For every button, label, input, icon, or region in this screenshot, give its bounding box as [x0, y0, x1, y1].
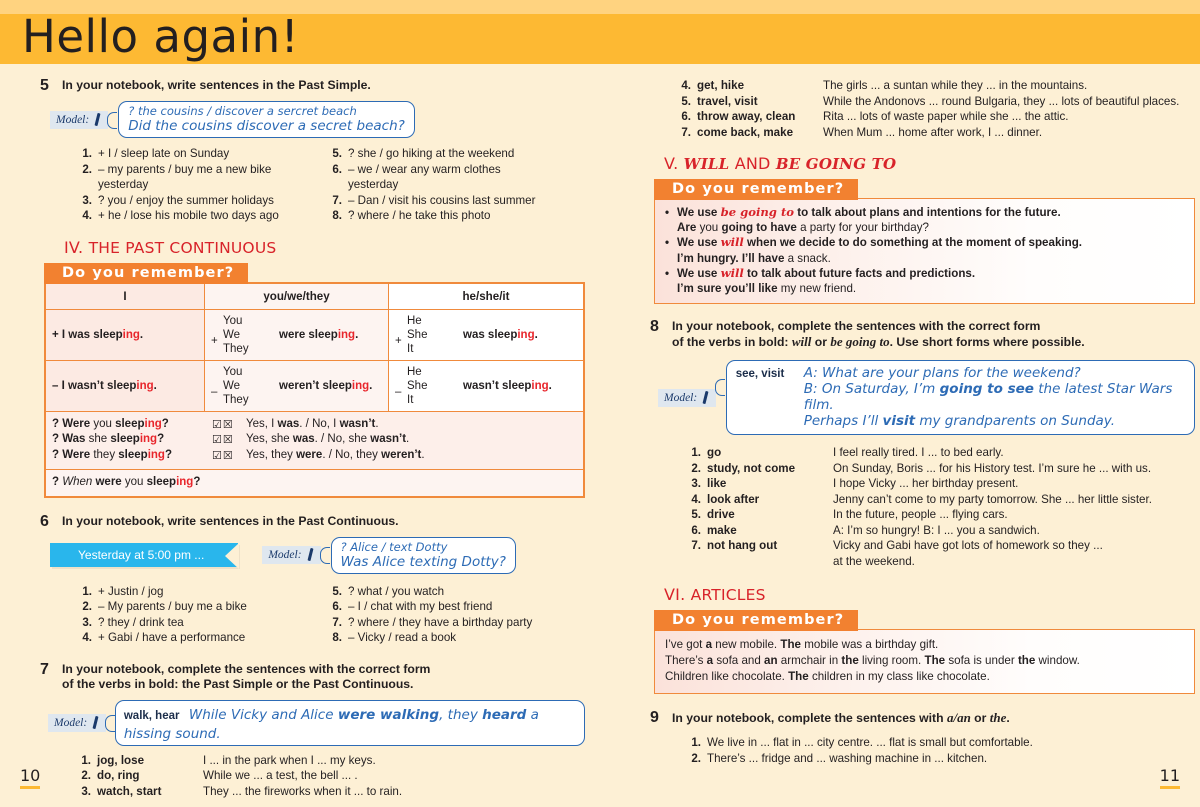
item-number: 4. [681, 79, 691, 92]
table-row [674, 94, 1195, 110]
item-number: 5. [691, 508, 701, 522]
pronoun-stack: He She It [407, 365, 428, 406]
verb-prompt: jog, lose [97, 753, 145, 767]
verb-prompt: drive [707, 508, 735, 522]
bullet-icon: • [665, 266, 670, 280]
item-number: 1. [691, 736, 701, 750]
item-number: 2. [82, 600, 92, 613]
article-line-2: There’s a sofa and an armchair in the living room. The sofa is under the window. [665, 654, 1080, 668]
table-row [684, 523, 1195, 539]
model-line-2: B: On Saturday, I’m going to see the latest Star Wars film. [803, 381, 1173, 414]
model-verbs: walk, hear [123, 709, 180, 722]
item-number: 8. [332, 631, 342, 644]
exercise-9-header [650, 710, 1195, 726]
sentence-text: When Mum ... home after work, I ... dinner. [823, 125, 1043, 139]
cell-pos-heshiteit: + He She Itwas sleeping. [389, 309, 584, 360]
list-item [324, 146, 574, 162]
list-item [74, 584, 324, 600]
rule-bullets [655, 199, 1194, 303]
item-text: + Justin / jog [98, 584, 164, 598]
form-text: weren’t sleep [279, 379, 352, 392]
model-bubble [115, 700, 585, 746]
item-number: 5. [332, 584, 342, 598]
model-line-2: Did the cousins discover a secret beach? [128, 118, 405, 134]
items-right-half [324, 584, 574, 646]
pen-icon [91, 716, 101, 730]
do-you-remember-tab: Do you remember? [654, 179, 858, 200]
page-number-value: 10 [20, 766, 41, 785]
item-number: 7. [332, 193, 342, 207]
verb-prompt: do, ring [97, 769, 140, 782]
list-item [684, 735, 1195, 751]
model-bubble [118, 101, 415, 138]
list-item [324, 615, 574, 631]
time-ribbon: Yesterday at 5:00 pm ... [50, 543, 238, 567]
page-number-left [20, 766, 40, 789]
speech-hook-icon [105, 712, 115, 734]
sign-plus: + [52, 328, 59, 341]
items-left-half [74, 584, 324, 646]
model-line-1: A: What are your plans for the weekend? [803, 365, 1081, 382]
model-text: Model: [268, 549, 302, 561]
section-title: ARTICLES [690, 586, 766, 605]
item-number: 7. [691, 539, 701, 553]
list-item [324, 193, 574, 209]
page-number-underline [20, 786, 40, 789]
item-number: 4. [82, 631, 92, 644]
when-question: ? When were you sleeping? [52, 476, 201, 488]
rule-example: I’m sure you’ll like my new friend. [677, 282, 857, 296]
section-heading-vi [664, 585, 1195, 604]
table-row-when [46, 470, 584, 497]
unit-title-bar [0, 10, 1200, 64]
section-numeral: V. [664, 154, 679, 173]
model-row-ex7 [48, 700, 585, 746]
model-text: Model: [664, 391, 698, 404]
ing-suffix: ing [337, 328, 356, 341]
model-row-ex5 [50, 101, 585, 138]
model-bubble [726, 360, 1195, 435]
checkbox-cross-icon: ☑☒ [212, 433, 234, 446]
table-row [52, 417, 577, 433]
item-number: 7. [681, 125, 691, 139]
list-item [74, 146, 324, 162]
instruction-line-1: In your notebook, complete the sentences with the correct form [62, 661, 431, 676]
verb-prompt: make [707, 523, 737, 537]
item-text: ? where / he take this photo [348, 209, 491, 222]
exercise-7-header [40, 662, 585, 692]
table-row [674, 109, 1195, 125]
answer-text: Yes, I was. / No, I wasn’t. [246, 417, 379, 430]
item-text: ? they / drink tea [98, 615, 184, 629]
cell-neg-heshiteit: – He She Itwasn’t sleeping. [389, 360, 584, 411]
item-number: 2. [81, 769, 91, 782]
rule-bullet [665, 266, 1184, 296]
when-question-cell [46, 470, 584, 497]
col-header-heshiteit: he/she/it [389, 283, 584, 309]
table-row [74, 753, 585, 769]
questions-cell [46, 411, 584, 470]
model-line-2: Was Alice texting Dotty? [340, 553, 506, 570]
sentence-text: Vicky and Gabi have got lots of homework so they ... [833, 539, 1103, 553]
list-item [74, 599, 324, 615]
list-item-continuation [324, 177, 574, 193]
form-text: I wasn’t sleep [61, 379, 137, 392]
sign-column: + [395, 334, 402, 347]
section-title: THE PAST CONTINUOUS [88, 238, 277, 257]
item-number: 1. [81, 753, 91, 767]
model-label [262, 546, 320, 564]
list-item [324, 599, 574, 615]
exercise-instruction [62, 662, 430, 692]
sentence-text: Rita ... lots of waste paper while she ... the attic. [823, 110, 1069, 123]
item-text: There’s ... fridge and ... washing machine in ... kitchen. [707, 751, 988, 765]
ing-suffix: ing [122, 328, 140, 341]
spacer [707, 554, 833, 570]
speech-hook-icon [107, 109, 118, 131]
exercise-number: 5 [40, 77, 49, 94]
item-number: 2. [691, 751, 701, 765]
left-page-column [40, 78, 585, 799]
list-item [324, 630, 574, 646]
exercise-number: 9 [650, 709, 659, 727]
sentence-text: A: I’m so hungry! B: I ... you a sandwich. [833, 523, 1040, 537]
sentence-text: at the weekend. [833, 554, 915, 568]
verb-prompt: come back, make [697, 125, 794, 139]
table-row [74, 784, 585, 800]
item-number: 1. [82, 147, 92, 160]
table-row [52, 448, 577, 464]
past-continuous-table [45, 283, 584, 497]
instruction-line-1: In your notebook, complete the sentences with the correct form [672, 319, 1041, 334]
verb-prompt: like [707, 477, 727, 491]
grammar-table-box [44, 282, 585, 498]
item-text: + I / sleep late on Sunday [98, 147, 230, 160]
sentence-text: I hope Vicky ... her birthday present. [833, 477, 1019, 491]
form-text: wasn’t sleep [463, 379, 532, 392]
checkbox-cross-icon: ☑☒ [212, 448, 234, 462]
items-right-half [324, 146, 574, 224]
pronoun-stack: You We They [223, 314, 249, 355]
list-item [684, 751, 1195, 767]
instruction-line-2: of the verbs in bold: the Past Simple or the Past Continuous. [62, 676, 414, 691]
sentence-text: On Sunday, Boris ... for his History test. I’m sure he ... with us. [833, 461, 1152, 475]
exercise-number: 8 [650, 318, 659, 336]
item-number: 5. [681, 94, 691, 108]
item-number: 7. [332, 615, 342, 629]
exercise-instruction [672, 319, 1085, 350]
item-number: 6. [691, 523, 701, 537]
ing-suffix: ing [351, 379, 370, 392]
item-text: ? where / they have a birthday party [348, 615, 533, 629]
article-line-3: Children like chocolate. The children in my class like chocolate. [665, 670, 990, 684]
table-row [674, 78, 1195, 94]
do-you-remember-iv [44, 263, 585, 498]
item-number: 5. [332, 147, 342, 160]
item-text: yesterday [348, 178, 399, 191]
articles-examples [655, 630, 1194, 693]
item-text: ? you / enjoy the summer holidays [98, 193, 274, 207]
page-title: Hello again! [22, 10, 300, 63]
page-number-value: 11 [1159, 766, 1180, 785]
exercise-9-items [684, 735, 1195, 766]
item-number: 8. [332, 209, 342, 222]
do-you-remember-tab: Do you remember? [44, 263, 248, 284]
sentence-text: In the future, people ... flying cars. [833, 508, 1008, 522]
exercise-8-rows [684, 445, 1195, 569]
model-line-3: Perhaps I’ll visit my grandparents on Sunday. [803, 413, 1116, 430]
spacer [684, 554, 701, 570]
bullet-icon: • [665, 206, 670, 219]
do-you-remember-v [654, 179, 1195, 304]
item-number: 6. [332, 162, 342, 176]
ing-suffix: ing [517, 328, 535, 341]
table-row [684, 461, 1195, 477]
item-number: 1. [691, 446, 701, 460]
item-text: We live in ... flat in ... city centre. ... flat is small but comfortable. [707, 736, 1033, 750]
item-number: 3. [82, 615, 92, 629]
table-row-questions [46, 411, 584, 470]
model-line-1: ? Alice / text Dotty [340, 539, 448, 554]
exercise-number: 7 [40, 660, 49, 678]
model-text: Model: [56, 113, 90, 126]
speech-hook-icon [715, 376, 726, 420]
item-text: + he / lose his mobile two days ago [98, 209, 279, 222]
list-item [74, 630, 324, 646]
item-number: 6. [332, 600, 342, 613]
item-text: – I / chat with my best friend [348, 600, 493, 613]
model-label [50, 111, 108, 129]
item-text: ? what / you watch [348, 584, 445, 598]
table-row [74, 768, 585, 784]
period: . [139, 328, 144, 341]
pronoun-stack: He She It [407, 314, 428, 355]
exercise-instruction: In your notebook, complete the sentences with a/an or the. [672, 710, 1010, 726]
form-text: were sleep [279, 328, 338, 341]
model-line-1: ? the cousins / discover a sercret beach [128, 104, 357, 118]
sign-minus: – [52, 379, 59, 392]
exercise-7-rows [74, 753, 585, 800]
speech-hook-icon [320, 544, 331, 566]
pronoun-stack: You We They [223, 365, 249, 406]
item-number: 4. [82, 209, 92, 222]
right-page-column [650, 78, 1195, 766]
item-number: 1. [82, 584, 92, 598]
articles-box [654, 629, 1195, 694]
model-dialogue [804, 365, 1185, 429]
section-numeral: IV. [64, 237, 84, 257]
sign-column: + [211, 334, 218, 347]
rule-bullet [665, 235, 1184, 265]
rule-example: Are you going to have a party for your birthday? [677, 221, 929, 235]
table-row [684, 445, 1195, 461]
table-row [684, 538, 1195, 554]
items-left-half [74, 146, 324, 224]
rule-bullet [665, 205, 1184, 235]
verb-prompt: travel, visit [697, 94, 758, 108]
article-line-1: I’ve got a new mobile. The mobile was a birthday gift. [665, 638, 939, 652]
do-you-remember-vi [654, 610, 1195, 694]
section-title-begoingto: BE GOING TO [775, 155, 897, 173]
answer-text: Yes, she was. / No, she wasn’t. [246, 433, 410, 445]
list-item [74, 615, 324, 631]
item-text: + Gabi / have a performance [98, 631, 246, 644]
item-text: ? she / go hiking at the weekend [348, 147, 515, 160]
table-row-continuation [684, 554, 1195, 570]
rule-content [677, 266, 1184, 296]
sentence-text: The girls ... a suntan while they ... in the mountains. [823, 79, 1088, 92]
exercise-instruction: In your notebook, write sentences in the Past Simple. [62, 78, 371, 92]
col-header-youwethey: you/we/they [205, 283, 389, 309]
question-text: ? Were they sleeping? [52, 448, 172, 461]
rule-text: We use will to talk about future facts and predictions. [677, 265, 976, 280]
will-begoingto-box [654, 198, 1195, 304]
verb-prompt: go [707, 446, 722, 460]
model-label [658, 389, 716, 407]
model-row-ex6 [262, 537, 516, 574]
ing-suffix: ing [531, 379, 549, 392]
pen-icon [701, 391, 711, 405]
sentence-text: They ... the fireworks when it ... to rain. [203, 784, 403, 798]
exercise-7-continued-rows [674, 78, 1195, 140]
table-row [684, 507, 1195, 523]
section-and: AND [734, 154, 771, 173]
sentence-text: I ... in the park when I ... my keys. [203, 753, 376, 767]
pen-icon [306, 548, 316, 562]
item-number: 3. [691, 477, 701, 491]
item-number: 3. [82, 193, 92, 207]
list-item [74, 208, 324, 224]
model-verbs: see, visit [735, 368, 785, 381]
exercise-6-header [40, 514, 585, 529]
table-row [52, 432, 577, 448]
exercise-5-header [40, 78, 585, 93]
pen-icon [93, 113, 103, 127]
item-number: 3. [81, 784, 91, 798]
sign-column: – [211, 385, 218, 398]
list-item [324, 584, 574, 600]
model-row-ex8 [658, 360, 1195, 435]
model-text: Model: [54, 716, 88, 729]
sign-column: – [395, 385, 402, 398]
model-sentence: While Vicky and Alice were walking, they heard a hissing sound. [123, 706, 539, 742]
section-title-will: WILL [683, 155, 730, 173]
verb-prompt: get, hike [697, 79, 745, 92]
instruction-line-2: of the verbs in bold: will or be going to. Use short forms where possible. [672, 334, 1085, 350]
question-text: ? Were you sleeping? [52, 417, 169, 430]
cell-neg-i: – I wasn’t sleeping. [46, 360, 205, 411]
item-text: – my parents / buy me a new bike yesterday [98, 162, 272, 191]
rule-content [677, 235, 1184, 265]
item-number: 2. [82, 162, 92, 176]
item-text: – My parents / buy me a bike [98, 600, 247, 613]
checkbox-cross-icon: ☑☒ [212, 417, 234, 431]
sentence-text: I feel really tired. I ... to bed early. [833, 446, 1004, 460]
answer-text: Yes, they were. / No, they weren’t. [246, 448, 425, 461]
sentence-text: While the Andonovs ... round Bulgaria, they ... lots of beautiful places. [823, 94, 1180, 108]
do-you-remember-tab: Do you remember? [654, 610, 858, 631]
exercise-6-items [74, 584, 585, 646]
model-label [48, 714, 106, 732]
table-header-row [46, 283, 584, 309]
verb-prompt: look after [707, 492, 760, 506]
cell-pos-youwethey: + You We Theywere sleeping. [205, 309, 389, 360]
exercise-8-header [650, 319, 1195, 350]
rule-text: We use be going to to talk about plans and intentions for the future. [677, 205, 1061, 219]
section-heading-iv [64, 238, 585, 257]
list-item [324, 208, 574, 224]
item-text: – Dan / visit his cousins last summer [348, 193, 536, 207]
item-number: 6. [681, 110, 691, 123]
verb-prompt: not hang out [707, 539, 778, 553]
sentence-text: While we ... a test, the bell ... . [203, 769, 358, 782]
table-row-negative [46, 360, 584, 411]
page-number-right [1160, 766, 1180, 789]
sentence-text: Jenny can’t come to my party tomorrow. She ... her little sister. [833, 492, 1152, 506]
exercise-6-model-row [40, 533, 585, 574]
rule-text: We use will when we decide to do something at the moment of speaking. [677, 235, 1083, 250]
form-text: I was sleep [61, 328, 123, 341]
model-bubble [331, 537, 516, 574]
page-number-underline [1160, 786, 1180, 789]
section-numeral: VI. [664, 585, 686, 605]
table-row [674, 125, 1195, 141]
rule-content [677, 205, 1184, 235]
form-text: was sleep [463, 328, 518, 341]
verb-prompt: study, not come [707, 461, 796, 475]
list-item [74, 162, 324, 193]
table-row [684, 476, 1195, 492]
item-text: – Vicky / read a book [348, 631, 457, 644]
verb-prompt: throw away, clean [697, 110, 796, 123]
exercise-instruction: In your notebook, write sentences in the Past Continuous. [62, 513, 399, 528]
exercise-number: 6 [40, 512, 49, 530]
item-number: 4. [691, 492, 701, 506]
bullet-icon: • [665, 236, 670, 250]
item-number: 2. [691, 461, 701, 475]
table-row [684, 492, 1195, 508]
cell-neg-youwethey: – You We Theyweren’t sleeping. [205, 360, 389, 411]
list-item [74, 193, 324, 209]
question-text: ? Was she sleeping? [52, 433, 165, 445]
col-header-i: I [46, 283, 205, 309]
verb-prompt: watch, start [97, 784, 162, 798]
section-heading-v [664, 154, 1195, 173]
cell-pos-i [46, 309, 205, 360]
exercise-5-items [74, 146, 585, 224]
list-item [324, 162, 574, 178]
ing-suffix: ing [136, 379, 154, 392]
table-row-positive [46, 309, 584, 360]
item-text: – we / wear any warm clothes [348, 162, 501, 176]
rule-example: I’m hungry. I’ll have a snack. [677, 251, 831, 265]
